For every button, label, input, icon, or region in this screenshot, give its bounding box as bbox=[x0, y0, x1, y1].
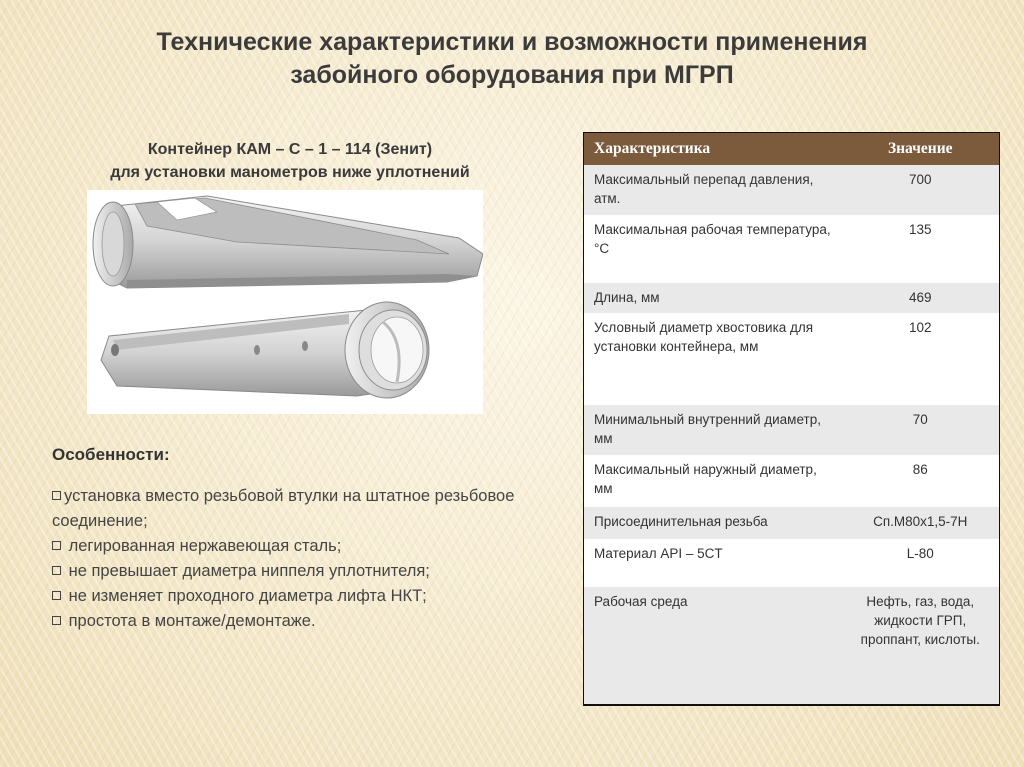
row-value: 86 bbox=[842, 455, 1000, 507]
container-upper-view bbox=[93, 196, 483, 288]
table-row bbox=[584, 587, 1000, 705]
table-row bbox=[584, 455, 1000, 507]
header-value: Значение bbox=[842, 133, 1000, 166]
features-list bbox=[52, 484, 522, 634]
container-subtitle bbox=[60, 138, 520, 184]
list-item bbox=[52, 484, 522, 534]
feature-text: простота в монтаже/демонтаже. bbox=[64, 612, 316, 630]
row-name: Материал API – 5CT bbox=[584, 539, 842, 587]
table-row bbox=[584, 283, 1000, 313]
list-item bbox=[52, 609, 522, 634]
title-line-2: забойного оборудования при МГРП bbox=[290, 61, 734, 89]
table-row bbox=[584, 165, 1000, 215]
checkbox-bullet-icon bbox=[52, 616, 61, 625]
feature-text: установка вместо резьбовой втулки на штатное резьбовое соединение; bbox=[52, 487, 515, 530]
checkbox-bullet-icon bbox=[52, 566, 61, 575]
container-drawing bbox=[87, 190, 483, 414]
row-value: Нефть, газ, вода, жидкости ГРП, проппант, кислоты. bbox=[842, 587, 1000, 705]
features-heading: Особенности: bbox=[52, 445, 170, 464]
checkbox-bullet-icon bbox=[52, 591, 61, 600]
feature-text: не изменяет проходного диаметра лифта НКТ; bbox=[64, 587, 427, 605]
row-name: Длина, мм bbox=[584, 283, 842, 313]
row-name: Условный диаметр хвостовика для установки контейнера, мм bbox=[584, 313, 842, 405]
container-illustration bbox=[87, 190, 483, 414]
table-row bbox=[584, 405, 1000, 455]
title-line-1: Технические характеристики и возможности применения bbox=[156, 28, 868, 56]
spec-table bbox=[583, 132, 1000, 706]
table-row bbox=[584, 539, 1000, 587]
row-name: Минимальный внутренний диаметр, мм bbox=[584, 405, 842, 455]
row-value: 70 bbox=[842, 405, 1000, 455]
table-row bbox=[584, 507, 1000, 539]
feature-text: не превышает диаметра ниппеля уплотнителя; bbox=[64, 562, 430, 580]
list-item bbox=[52, 584, 522, 609]
row-value: 135 bbox=[842, 215, 1000, 283]
row-value: 469 bbox=[842, 283, 1000, 313]
table-row bbox=[584, 215, 1000, 283]
row-name: Максимальный наружный диаметр, мм bbox=[584, 455, 842, 507]
row-name: Максимальный перепад давления, атм. bbox=[584, 165, 842, 215]
table-header-row bbox=[584, 133, 1000, 166]
row-name: Максимальная рабочая температура, °С bbox=[584, 215, 842, 283]
row-value: L-80 bbox=[842, 539, 1000, 587]
table-row bbox=[584, 313, 1000, 405]
container-lower-view bbox=[101, 302, 429, 398]
checkbox-bullet-icon bbox=[52, 491, 61, 500]
row-name: Присоединительная резьба bbox=[584, 507, 842, 539]
row-value: 700 bbox=[842, 165, 1000, 215]
page-title bbox=[40, 26, 984, 92]
row-value: 102 bbox=[842, 313, 1000, 405]
list-item bbox=[52, 534, 522, 559]
row-value: Сп.М80х1,5-7Н bbox=[842, 507, 1000, 539]
list-item bbox=[52, 559, 522, 584]
row-name: Рабочая среда bbox=[584, 587, 842, 705]
checkbox-bullet-icon bbox=[52, 541, 61, 550]
feature-text: легированная нержавеющая сталь; bbox=[64, 537, 342, 555]
subtitle-line-2: для установки манометров ниже уплотнений bbox=[110, 164, 470, 181]
subtitle-line-1: Контейнер КАМ – С – 1 – 114 (Зенит) bbox=[147, 141, 433, 158]
header-characteristic: Характеристика bbox=[584, 133, 842, 166]
